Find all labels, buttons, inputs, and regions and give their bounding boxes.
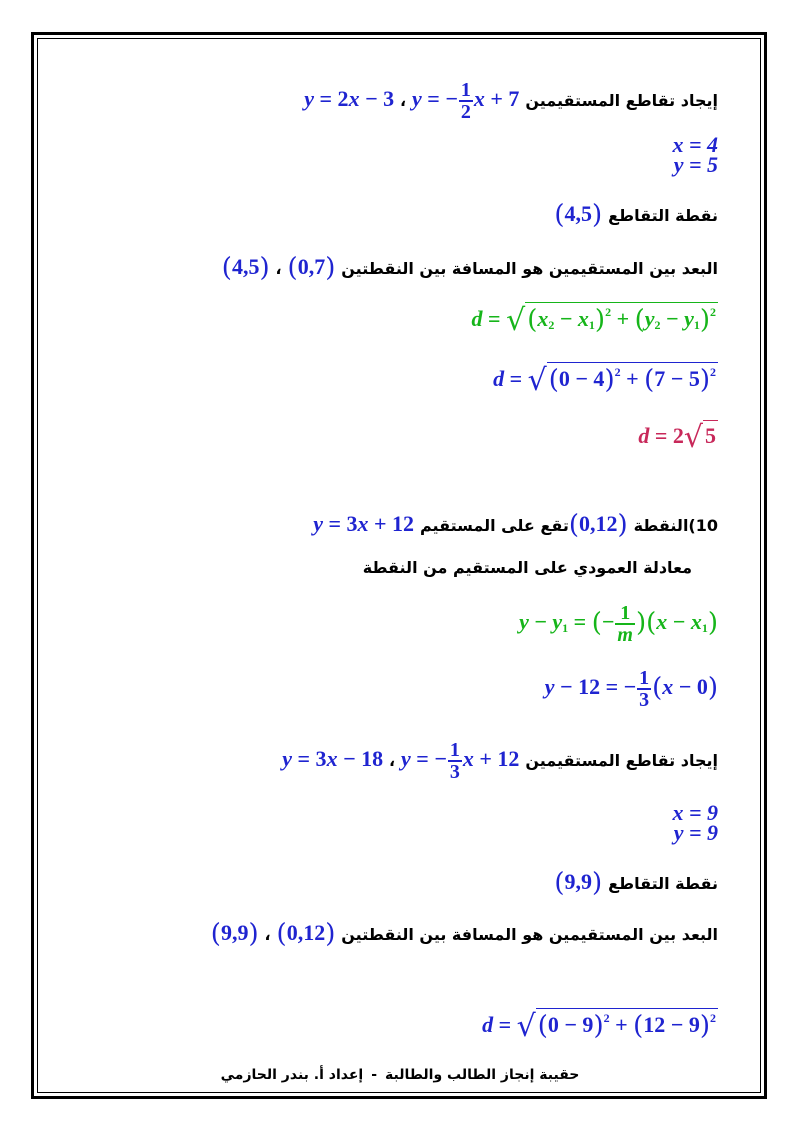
intersection-statement-1 bbox=[304, 80, 718, 122]
page-footer bbox=[0, 1067, 800, 1083]
solution-xy-2 bbox=[672, 800, 718, 845]
comma-separator: ، bbox=[275, 259, 282, 278]
intersect-label: إيجاد تقاطع المستقيمين bbox=[525, 751, 718, 771]
equation-line-a: y = − $\frac{1}{3}$ x + 12 bbox=[401, 739, 520, 783]
distance-substitution-1: $d = √(0 - 4)^2 + (7 - 5)^2$ bbox=[493, 363, 716, 398]
x-value: x = 4 bbox=[672, 132, 718, 157]
equation-line-b: y = 2x − 3 bbox=[304, 86, 395, 112]
footer-dash: - bbox=[371, 1067, 378, 1083]
distance-label: البعد بين المستقيمين هو المسافة بين النقطتين bbox=[341, 259, 718, 278]
perpendicular-formula: $y - y_1$ = (− $\frac{1}{m}$ )$(x - x_1)$ bbox=[519, 602, 718, 646]
comma-separator: ، bbox=[400, 91, 407, 111]
distance-substitution-2: $d = √(0 - 9)^2 + (12 - 9)^2$ bbox=[482, 1009, 716, 1044]
point-word: النقطة bbox=[633, 516, 689, 535]
intersect-label: إيجاد تقاطع المستقيمين bbox=[525, 91, 718, 111]
y-value: y = 9 bbox=[673, 820, 718, 845]
perpendicular-equation: y − 12 = − $\frac{1}{3}$ (x − 0) bbox=[544, 667, 718, 711]
comma-separator: ، bbox=[264, 925, 271, 944]
point-value: (4,5) bbox=[554, 200, 603, 230]
problem-10-statement bbox=[313, 510, 718, 540]
point-a: (0,12) bbox=[276, 919, 336, 949]
y-value: y = 5 bbox=[673, 152, 718, 177]
intersection-point-1 bbox=[554, 200, 718, 230]
intersection-point-2 bbox=[554, 868, 718, 898]
x-value: x = 9 bbox=[672, 800, 718, 825]
point-label: نقطة التقاطع bbox=[608, 874, 718, 893]
point-a: (0,7) bbox=[287, 253, 336, 283]
solution-xy-1 bbox=[672, 132, 718, 177]
point-b: (4,5) bbox=[221, 253, 270, 283]
distance-label: البعد بين المستقيمين هو المسافة بين النقطتين bbox=[341, 925, 718, 944]
problem-number: 10) bbox=[688, 516, 718, 535]
distance-statement-1 bbox=[222, 253, 718, 283]
point-value: (9,9) bbox=[554, 868, 603, 898]
lies-on-label: تقع على المستقيم bbox=[419, 516, 569, 535]
intersection-statement-2 bbox=[282, 740, 718, 782]
given-line: y = 3x + 12 bbox=[313, 511, 415, 536]
equation-line-a: y = − $\frac{1}{2}$ x + 7 bbox=[412, 79, 520, 123]
comma-separator: ، bbox=[389, 751, 396, 771]
distance-result-1: d = 2√5 bbox=[638, 420, 716, 455]
given-point: (0,12) bbox=[568, 510, 628, 540]
perpendicular-label: معادلة العمودي على المستقيم من النقطة bbox=[362, 558, 692, 577]
equation-line-b: y = 3x − 18 bbox=[282, 746, 384, 772]
point-label: نقطة التقاطع bbox=[608, 206, 718, 225]
footer-title: حقيبة إنجاز الطالب والطالبة bbox=[385, 1067, 580, 1083]
point-b: (9,9) bbox=[210, 919, 259, 949]
distance-statement-2 bbox=[211, 919, 718, 949]
footer-author: إعداد أ. بندر الحازمي bbox=[220, 1067, 364, 1083]
distance-formula: $d = √(x_2 - x_1)^2 + (y_2 - y_1)^2$ bbox=[471, 303, 716, 338]
